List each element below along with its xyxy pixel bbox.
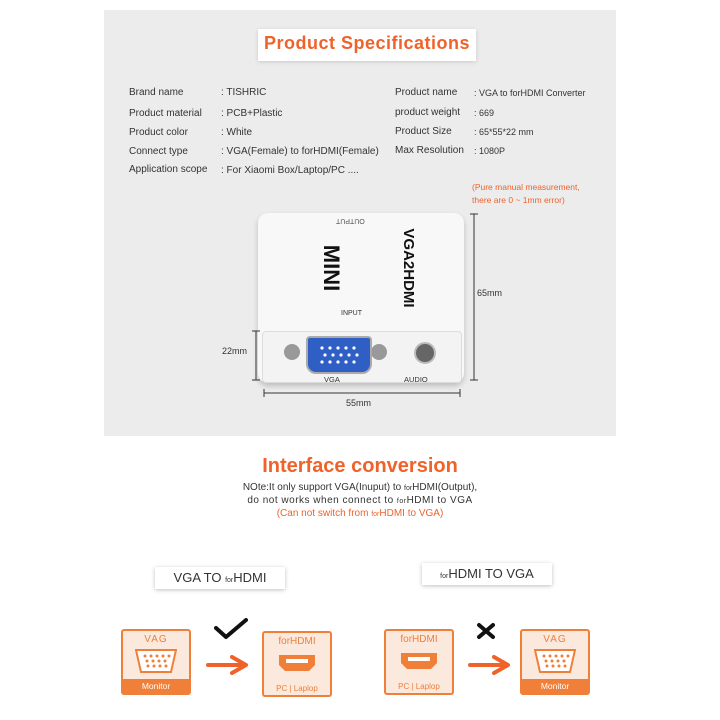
spec-value-brand: : TISHRIC (221, 87, 267, 98)
input-label: INPUT (341, 310, 362, 317)
measurement-note-line2: there are 0 ~ 1mm error) (472, 195, 565, 205)
audio-label: AUDIO (404, 375, 428, 384)
note1-for: for (404, 485, 413, 492)
width-dimension: 55mm (346, 398, 372, 408)
right-source-foot: PC | Laplop (398, 682, 440, 691)
left-source-foot: Monitor (123, 679, 189, 693)
note1-b: HDMI(Output), (412, 482, 478, 493)
height-dimension: 65mm (477, 288, 503, 298)
note3-b: HDMI to VGA) (379, 508, 444, 519)
right-label-for: for (440, 573, 449, 580)
spec-label-scope: Application scope (129, 164, 208, 175)
spec-value-material: : PCB+Plastic (221, 108, 283, 119)
arrow-right-icon (206, 654, 252, 676)
page-title: Product Specifications (263, 33, 471, 53)
vga-connector-icon (135, 648, 177, 674)
spec-value-scope: : For Xiaomi Box/Laptop/PC .... (221, 165, 359, 176)
spec-label-color: Product color (129, 127, 188, 138)
right-source-title: forHDMI (400, 634, 438, 645)
model-label: VGA2HDMI (400, 228, 417, 308)
checkmark-icon (214, 618, 248, 640)
measurement-note-line1: (Pure manual measurement, (472, 182, 580, 192)
left-label-for: for (225, 577, 234, 584)
note1-a: NOte:It only support VGA(Inuput) to (242, 482, 404, 493)
spec-value-connect: : VGA(Female) to forHDMI(Female) (221, 146, 379, 157)
left-target-title: forHDMI (278, 636, 316, 647)
spec-label-brand: Brand name (129, 87, 184, 98)
note2-b: HDMI to VGA (406, 495, 473, 506)
right-label-b: HDMI TO VGA (448, 566, 534, 581)
note2-for: for (396, 498, 407, 505)
spec-value-color: : White (221, 127, 253, 138)
interface-note-line1 (160, 482, 560, 493)
output-label: OUTPUT (336, 217, 365, 224)
spec-label-size: Product Size (395, 126, 452, 137)
vga-connector-icon (534, 648, 576, 674)
right-source-hdmi-plug (384, 629, 454, 695)
left-source-title: VAG (144, 634, 168, 645)
note2-a: do not works when connect to (247, 495, 397, 506)
spec-label-connect: Connect type (129, 146, 188, 157)
vga-label: VGA (324, 375, 340, 384)
right-target-foot: Monitor (522, 679, 588, 693)
mini-label: MINI (319, 244, 344, 292)
cross-icon (476, 622, 496, 640)
left-source-vga-plug (121, 629, 191, 695)
right-target-title: VAG (543, 634, 567, 645)
spec-label-weight: product weight (395, 107, 461, 118)
hdmi-to-vga-label (422, 563, 552, 585)
hdmi-connector-icon (278, 653, 316, 673)
left-target-foot: PC | Laplop (276, 684, 318, 693)
spec-value-name: : VGA to forHDMI Converter (474, 88, 586, 98)
interface-title: Interface conversion (262, 455, 458, 477)
left-label-b: HDMI (233, 570, 267, 585)
spec-value-resolution: : 1080P (474, 146, 506, 156)
interface-note-line2 (160, 495, 560, 506)
arrow-right-icon (468, 654, 514, 676)
right-target-vga-plug (520, 629, 590, 695)
spec-label-material: Product material (129, 108, 202, 119)
hdmi-connector-icon (400, 651, 438, 671)
spec-value-size: : 65*55*22 mm (474, 127, 534, 137)
left-target-hdmi-plug (262, 631, 332, 697)
depth-dimension: 22mm (222, 346, 248, 356)
interface-note-line3 (160, 508, 560, 519)
spec-value-weight: : 669 (474, 108, 495, 118)
note3-for: for (371, 511, 380, 518)
note3-a: (Can not switch from (276, 508, 372, 519)
vga-to-hdmi-label (155, 567, 285, 589)
left-label-a: VGA TO (173, 570, 226, 585)
spec-label-name: Product name (395, 87, 458, 98)
spec-label-resolution: Max Resolution (395, 145, 464, 156)
